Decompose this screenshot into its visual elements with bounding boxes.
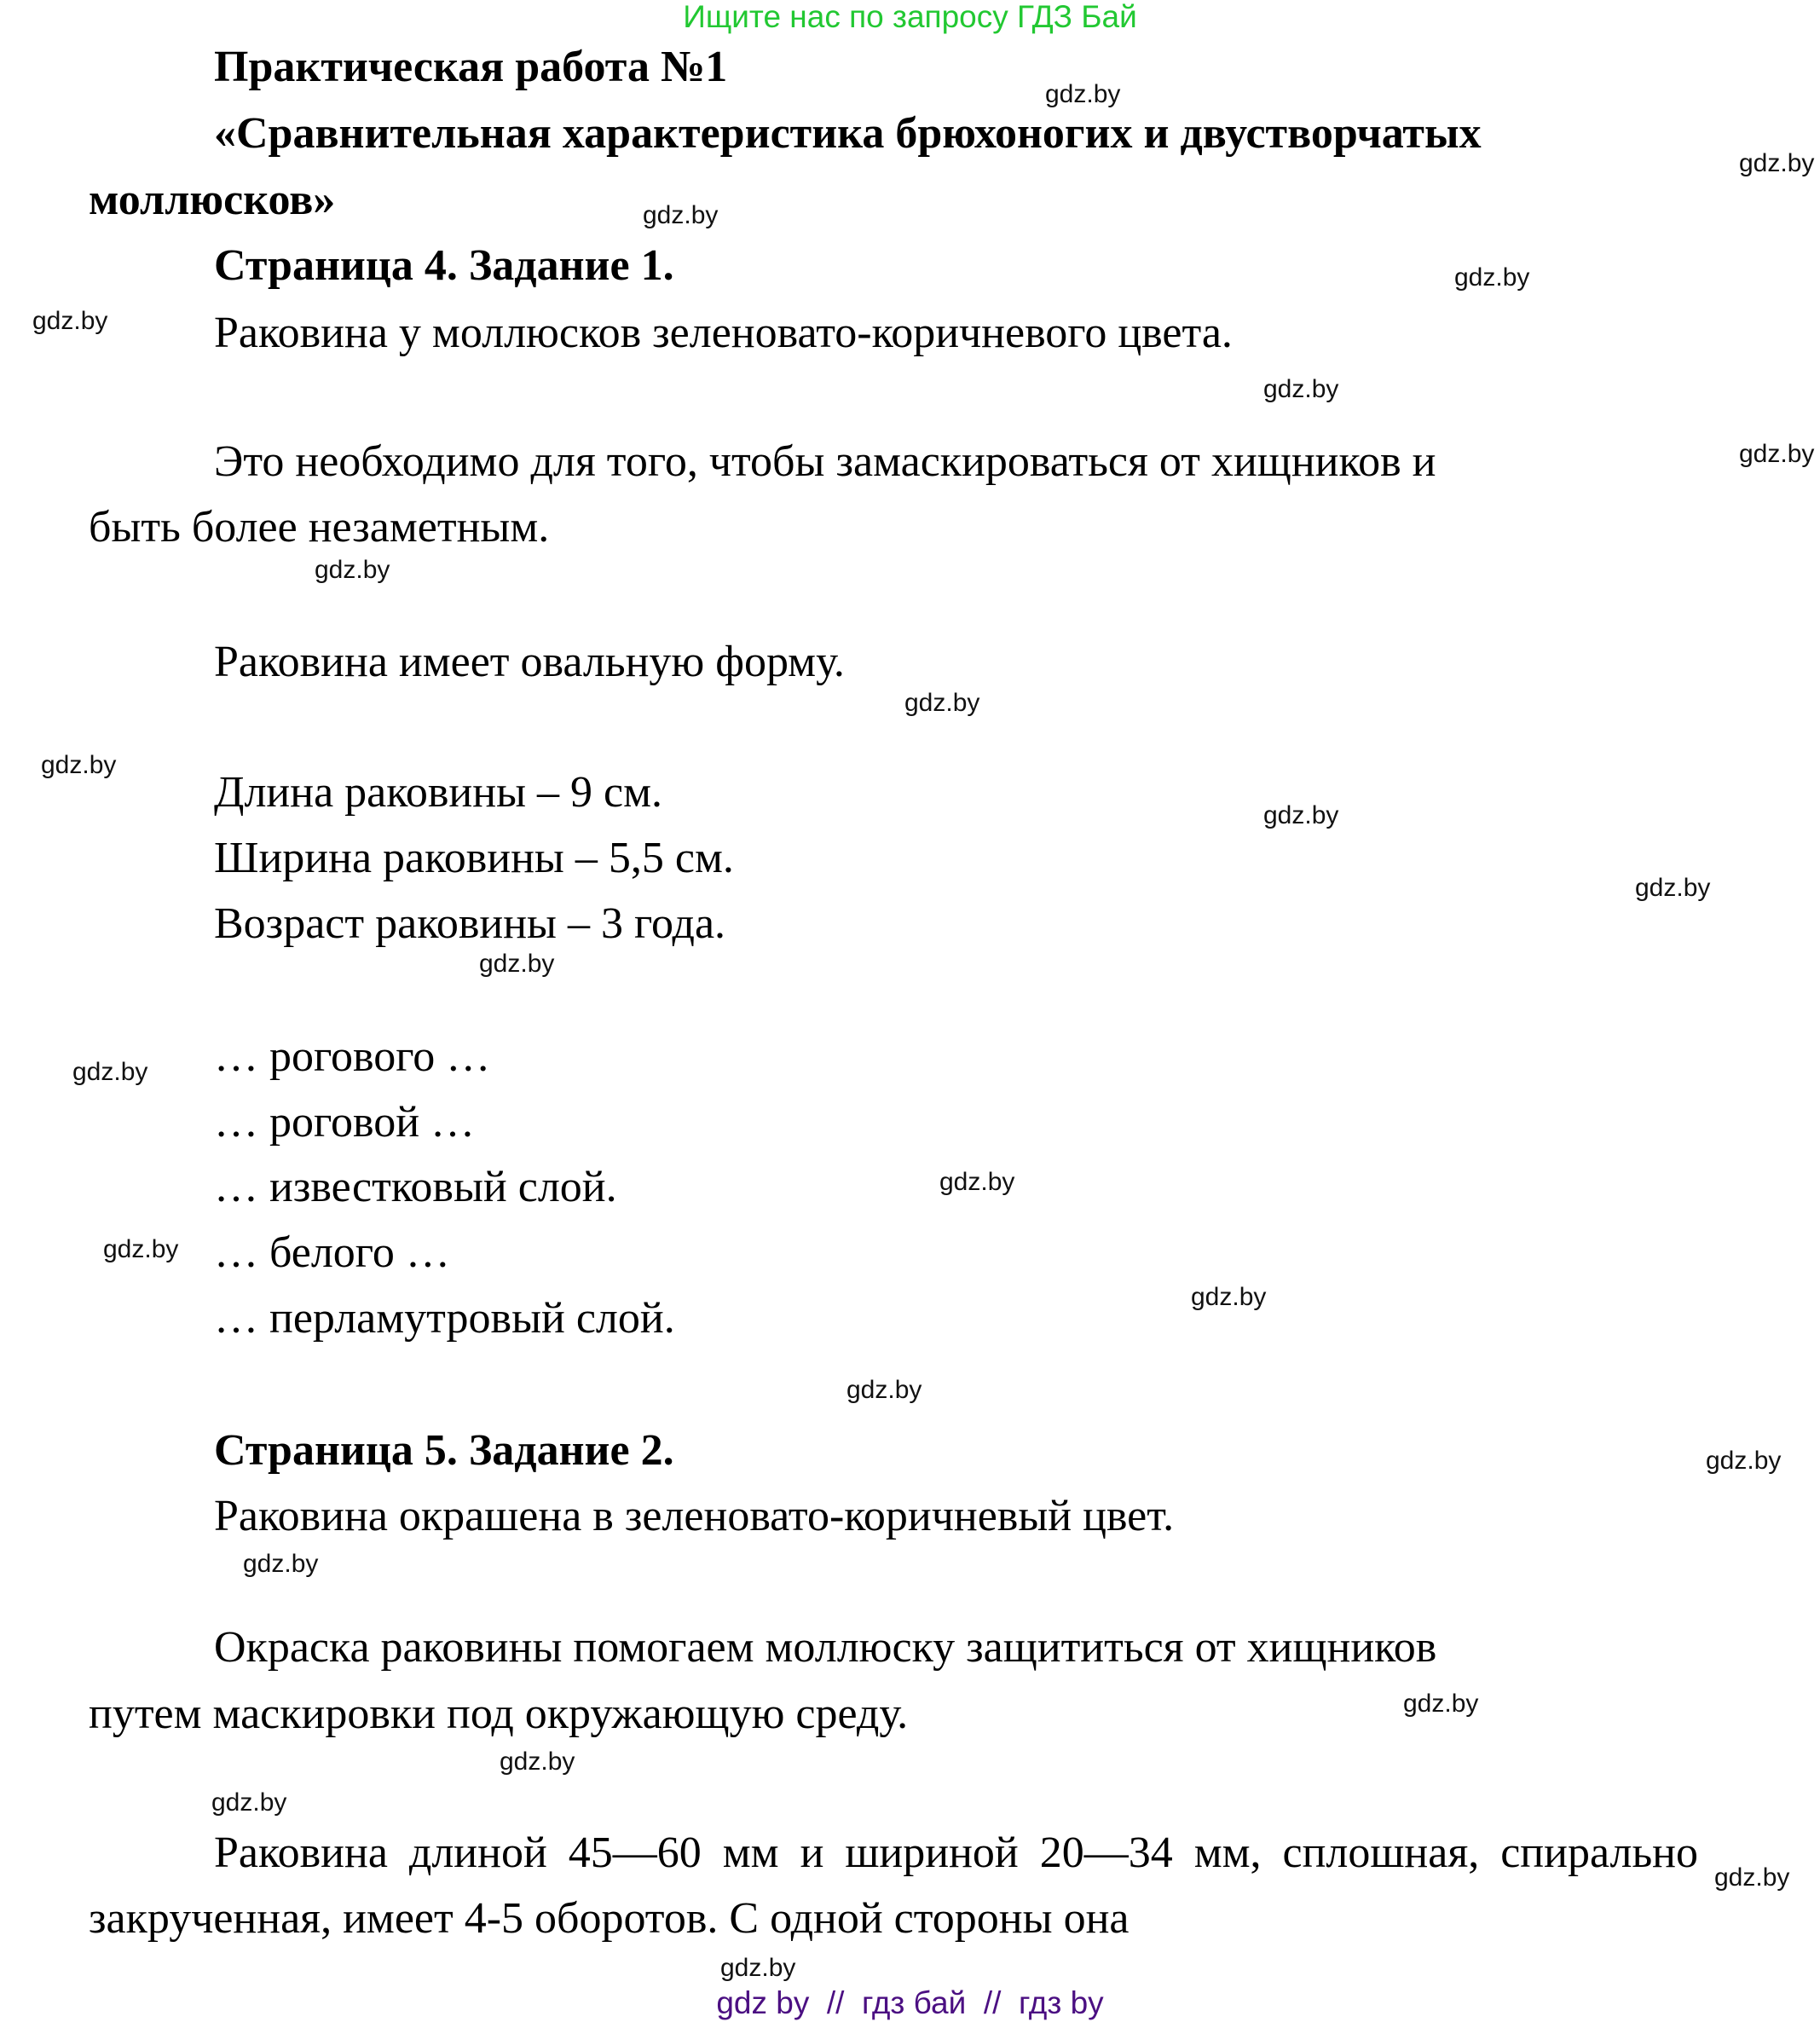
watermark: gdz.by xyxy=(720,1954,796,1982)
watermark: gdz.by xyxy=(72,1058,148,1086)
watermark: gdz.by xyxy=(32,307,108,335)
title-line-3: моллюсков» xyxy=(89,176,336,224)
watermark: gdz.by xyxy=(1739,149,1815,177)
title-line-2: «Сравнительная характеристика брюхоногих и двустворчатых xyxy=(214,109,1482,158)
promo-banner[interactable]: Ищите нас по запросу ГДЗ Бай xyxy=(683,0,1137,34)
watermark: gdz.by xyxy=(41,751,117,779)
answer-width: Ширина раковины – 5,5 см. xyxy=(214,834,734,882)
watermark: gdz.by xyxy=(1191,1283,1267,1311)
watermark: gdz.by xyxy=(643,201,719,229)
watermark: gdz.by xyxy=(1454,263,1530,292)
watermark: gdz.by xyxy=(243,1550,319,1578)
answer-coloring-line1: Окраска раковины помогаем моллюску защититься от хищников xyxy=(214,1623,1437,1672)
watermark: gdz.by xyxy=(211,1788,287,1817)
watermark: gdz.by xyxy=(315,556,390,584)
watermark: gdz.by xyxy=(1403,1690,1479,1718)
answer-reason-line2: быть более незаметным. xyxy=(89,503,550,552)
watermark: gdz.by xyxy=(479,950,555,978)
watermark: gdz.by xyxy=(500,1748,575,1776)
layer-item: … белого … xyxy=(214,1228,450,1277)
layer-item: … перламутровый слой. xyxy=(214,1294,675,1343)
answer-shape: Раковина имеет овальную форму. xyxy=(214,638,845,686)
answer-shell-description: Раковина длиной 45—60 мм и шириной 20—34 мм, сплошная, спирально закрученная, имеет 4-5 оборотов. С одной стороны она xyxy=(89,1828,1698,1943)
watermark: gdz.by xyxy=(1045,80,1121,108)
answer-age: Возраст раковины – 3 года. xyxy=(214,899,726,948)
footer-links[interactable]: gdz by // гдз бай // гдз by xyxy=(716,1985,1104,2020)
watermark: gdz.by xyxy=(1263,375,1339,403)
answer-coloring-line2: путем маскировки под окружающую среду. xyxy=(89,1690,909,1738)
watermark: gdz.by xyxy=(1635,874,1711,902)
section-heading-page4: Страница 4. Задание 1. xyxy=(214,241,674,290)
answer-length: Длина раковины – 9 см. xyxy=(214,768,662,817)
watermark: gdz.by xyxy=(1706,1447,1782,1475)
layer-item: … известковый слой. xyxy=(214,1163,617,1211)
watermark: gdz.by xyxy=(1263,801,1339,829)
watermark: gdz.by xyxy=(846,1376,922,1404)
layer-item: … рогового … xyxy=(214,1032,491,1081)
watermark: gdz.by xyxy=(1714,1863,1790,1892)
answer-color: Раковина у моллюсков зеленовато-коричневого цвета. xyxy=(214,309,1233,357)
section-heading-page5: Страница 5. Задание 2. xyxy=(214,1426,674,1475)
layer-item: … роговой … xyxy=(214,1098,476,1147)
watermark: gdz.by xyxy=(103,1235,179,1263)
title-line-1: Практическая работа №1 xyxy=(214,43,728,91)
watermark: gdz.by xyxy=(939,1168,1015,1196)
watermark: gdz.by xyxy=(904,689,980,717)
answer-color-2: Раковина окрашена в зеленовато-коричневый цвет. xyxy=(214,1492,1175,1540)
answer-reason-line1: Это необходимо для того, чтобы замаскироваться от хищников и xyxy=(214,437,1436,486)
watermark: gdz.by xyxy=(1739,440,1815,468)
